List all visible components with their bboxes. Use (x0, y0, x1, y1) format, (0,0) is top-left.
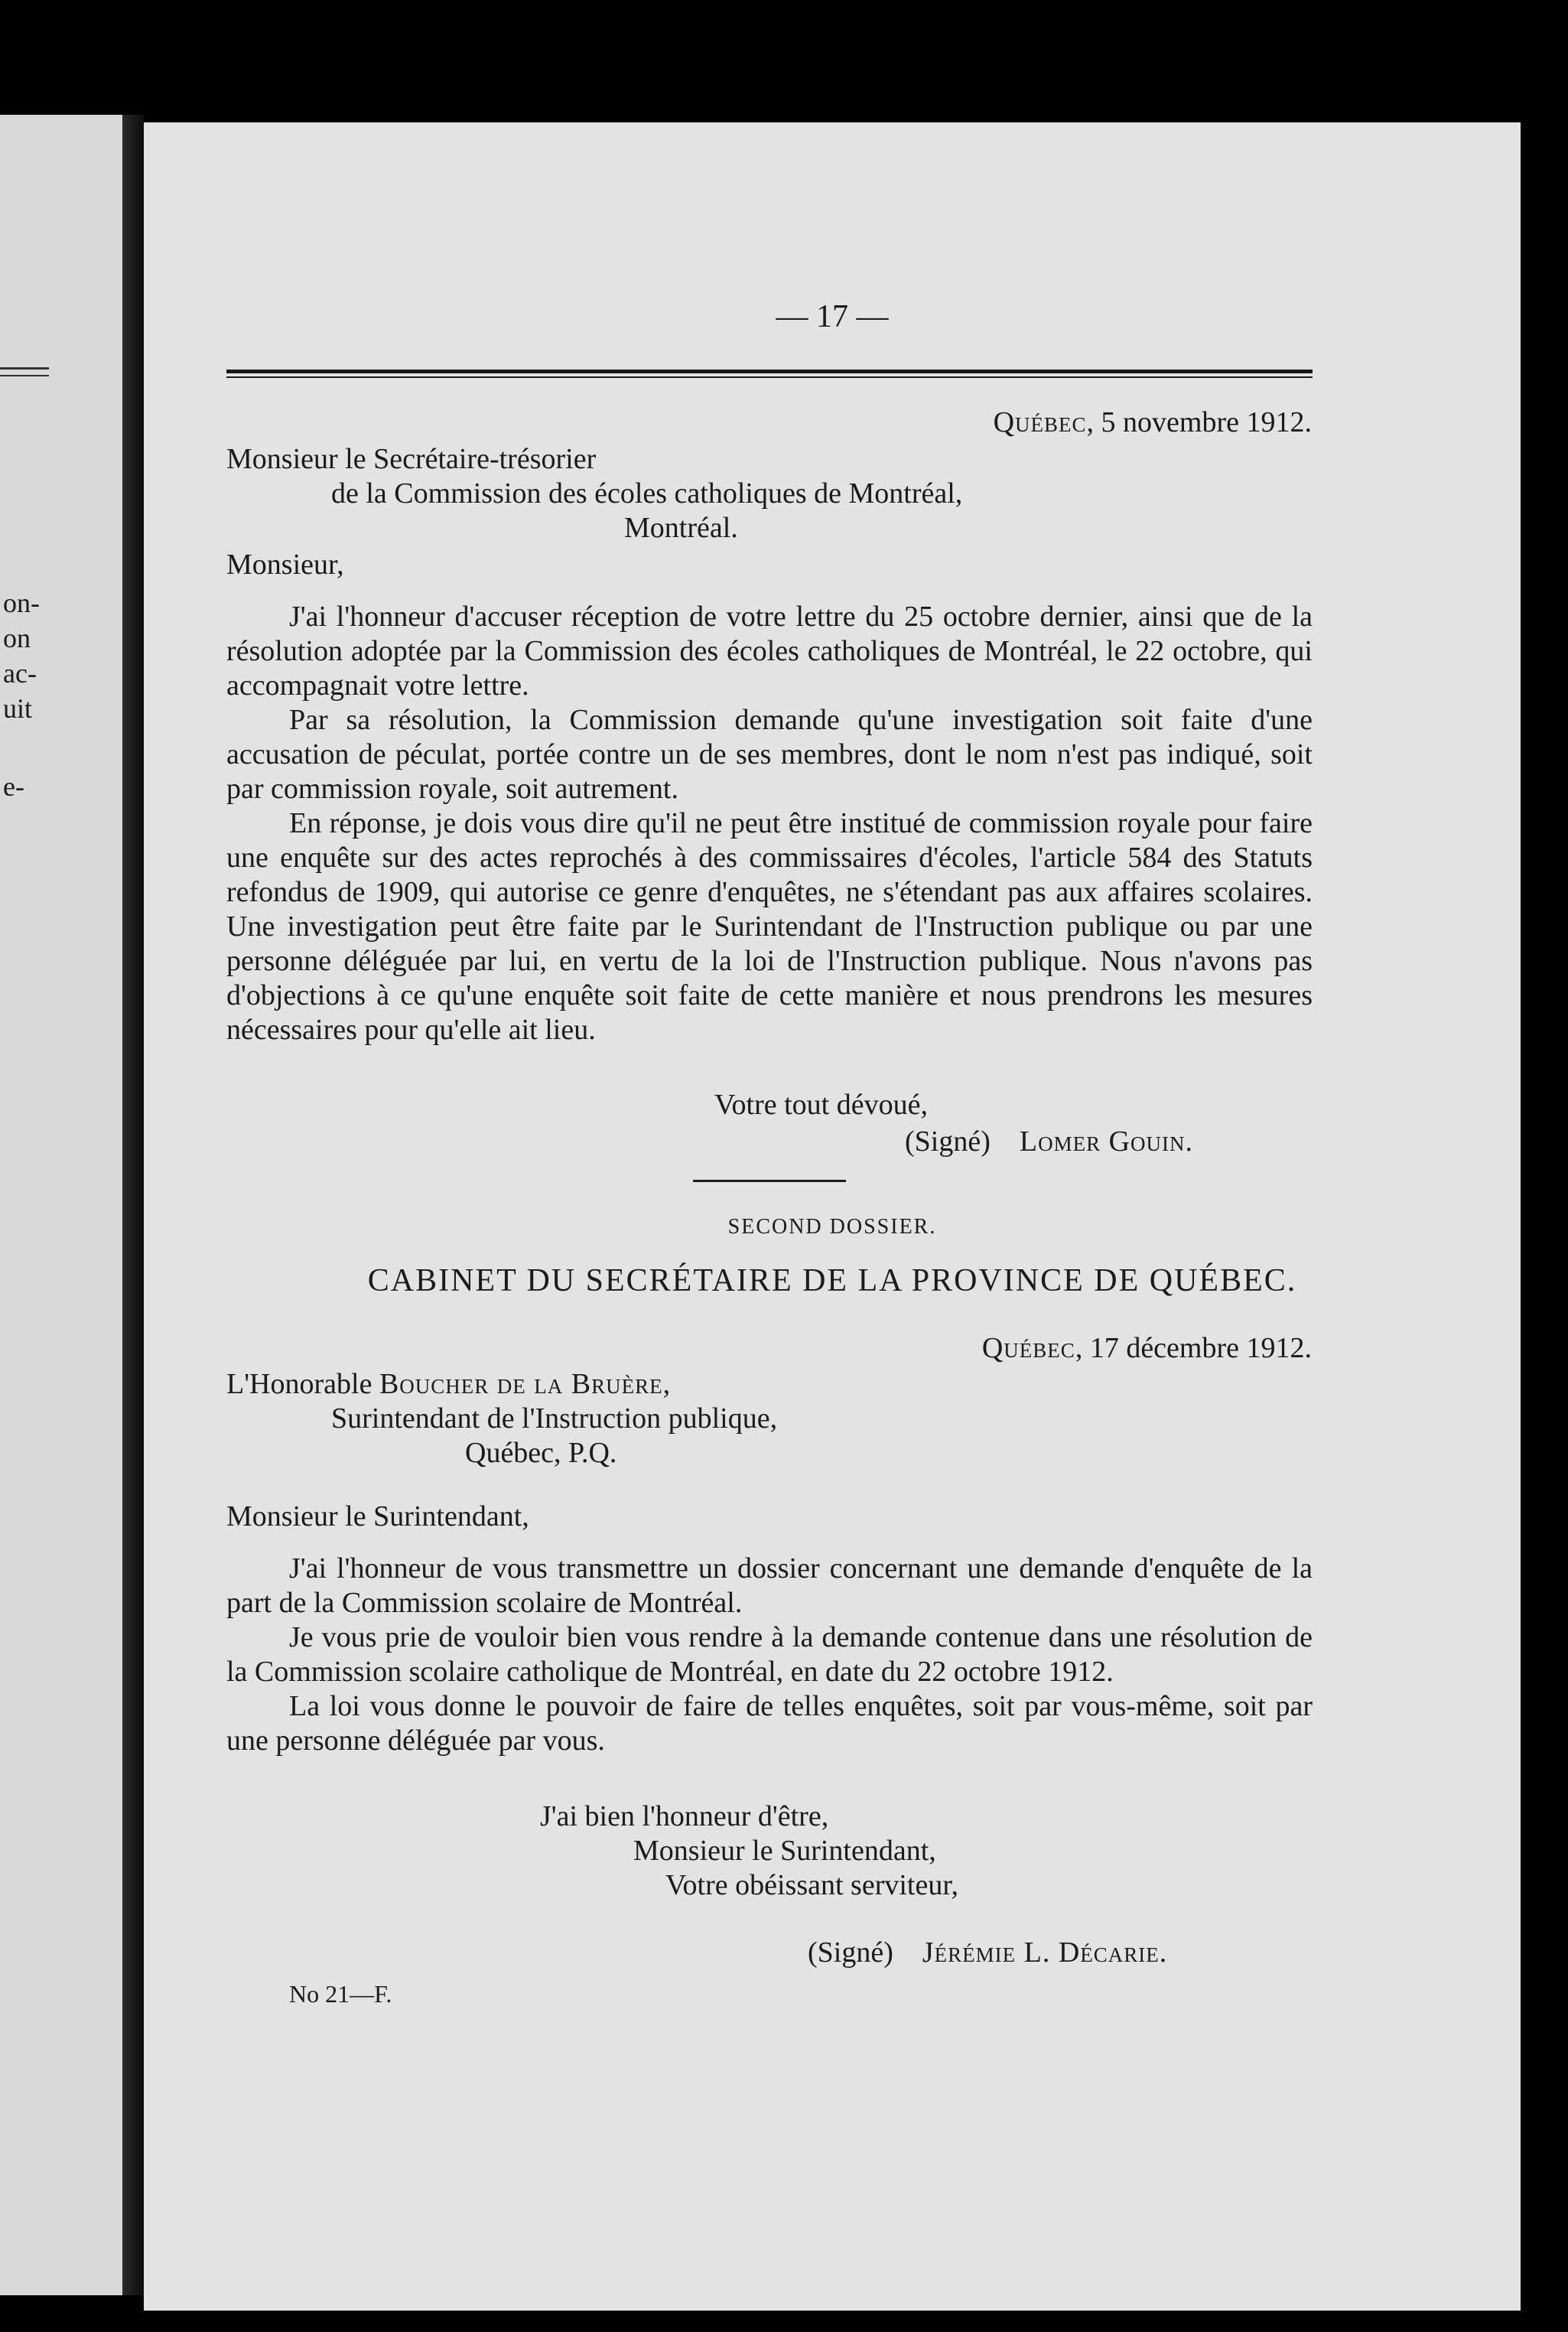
header-rule (226, 370, 1313, 373)
letter2-paragraph: La loi vous donne le pouvoir de faire de telles enquêtes, soit par vous-même, soit par une personne déléguée par vous. (226, 1690, 1313, 1757)
letter2-recipient-line: Surintendant de l'Instruction publique, (331, 1402, 778, 1435)
letter2-recipient-prefix: L'Honorable (226, 1368, 379, 1400)
letter1-salutation: Monsieur, (226, 549, 344, 581)
letter1-recipient-line: Monsieur le Secrétaire-trésorier (226, 443, 597, 475)
left-page-fragment: on (3, 623, 31, 653)
letter2-signature: Jérémie L. Décarie. (922, 1936, 1168, 1969)
letter2-body (226, 1552, 1313, 1758)
letter1-paragraph: Par sa résolution, la Commission demande qu'une investigation soit faite d'une accusation de péculat, portée contre un de ses membres, dont le nom n'est pas indiqué, soit par commission royale, soit autrement. (226, 704, 1313, 805)
letter2-closing-line: J'ai bien l'honneur d'être, (540, 1800, 829, 1832)
left-page-rule (0, 367, 49, 370)
letter2-recipient-line: Québec, P.Q. (465, 1437, 617, 1469)
letter2-date: , 17 décembre 1912. (1075, 1332, 1312, 1364)
left-page-fragment: ac- (3, 658, 37, 689)
letter2-closing-line: Monsieur le Surintendant, (633, 1835, 936, 1867)
letter1-body (226, 600, 1313, 1047)
letter1-closing: Votre tout dévoué, (714, 1089, 928, 1121)
letter1-signature-line (905, 1125, 1193, 1159)
letter1-signed: (Signé) (905, 1125, 991, 1158)
document-page (144, 122, 1521, 2311)
letter2-paragraph: J'ai l'honneur de vous transmettre un dossier concernant une demande d'enquête de la part de la Commission scolaire de Montréal. (226, 1552, 1313, 1619)
letter2-salutation: Monsieur le Surintendant, (226, 1500, 529, 1532)
left-page-fragment: on- (3, 588, 40, 618)
letter1-paragraph: J'ai l'honneur d'accuser réception de votre lettre du 25 octobre dernier, ainsi que de la résolution adoptée par la Commission des écoles catholiques de Montréal, le 22 octobre, qui accompagnait votre lettre. (226, 601, 1313, 702)
left-page-fragment: uit (3, 693, 33, 724)
section-divider (693, 1180, 846, 1182)
letter2-paragraph: Je vous prie de vouloir bien vous rendre à la demande contenue dans une résolution de la Commission scolaire catholique de Montréal, en date du 22 octobre 1912. (226, 1621, 1313, 1688)
document-code: No 21—F. (289, 1980, 392, 2008)
header-rule (226, 376, 1313, 378)
letter1-place: Québec (993, 406, 1087, 438)
letter2-recipient-line (226, 1367, 671, 1402)
letter1-date: , 5 novembre 1912. (1086, 406, 1312, 438)
section-title: CABINET DU SECRÉTAIRE DE LA PROVINCE DE QUÉBEC. (367, 1263, 1297, 1298)
letter1-recipient-line: de la Commission des écoles catholiques de Montréal, (331, 477, 963, 510)
letter2-recipient-name: Boucher de la Bruère, (379, 1368, 672, 1400)
letter1-dateline (994, 405, 1312, 440)
letter2-place: Québec (981, 1332, 1075, 1364)
letter1-paragraph: En réponse, je dois vous dire qu'il ne peut être institué de commission royale pour faire une enquête sur des actes reprochés à des commissaires d'écoles, l'article 584 des Statuts refondus de 1909, qui autorise ce genre d'enquêtes, ne s'étendant pas aux affaires scolaires. Une investigation peut être faite par le Surintendant de l'Instruction publique ou par une personne déléguée par lui, en vertu de la loi de l'Instruction publique. Nous n'avons pas d'objections à ce qu'une enquête soit faite de cette manière et nous prendrons les mesures nécessaires pour qu'elle ait lieu. (226, 807, 1313, 1046)
letter1-recipient-line: Montréal. (624, 512, 738, 544)
letter2-signature-line (808, 1936, 1167, 1970)
letter2-closing-line: Votre obéissant serviteur, (665, 1869, 958, 1901)
letter1-signature: Lomer Gouin. (1019, 1125, 1194, 1158)
section-label: SECOND DOSSIER. (727, 1215, 937, 1239)
left-page-fragment: e- (3, 771, 24, 802)
letter2-signed: (Signé) (808, 1936, 893, 1969)
left-page-rule (0, 375, 49, 376)
letter2-dateline (982, 1331, 1312, 1366)
book-gutter (122, 115, 144, 2295)
left-page-edge (0, 115, 122, 2295)
page-number: — 17 — (776, 299, 889, 334)
